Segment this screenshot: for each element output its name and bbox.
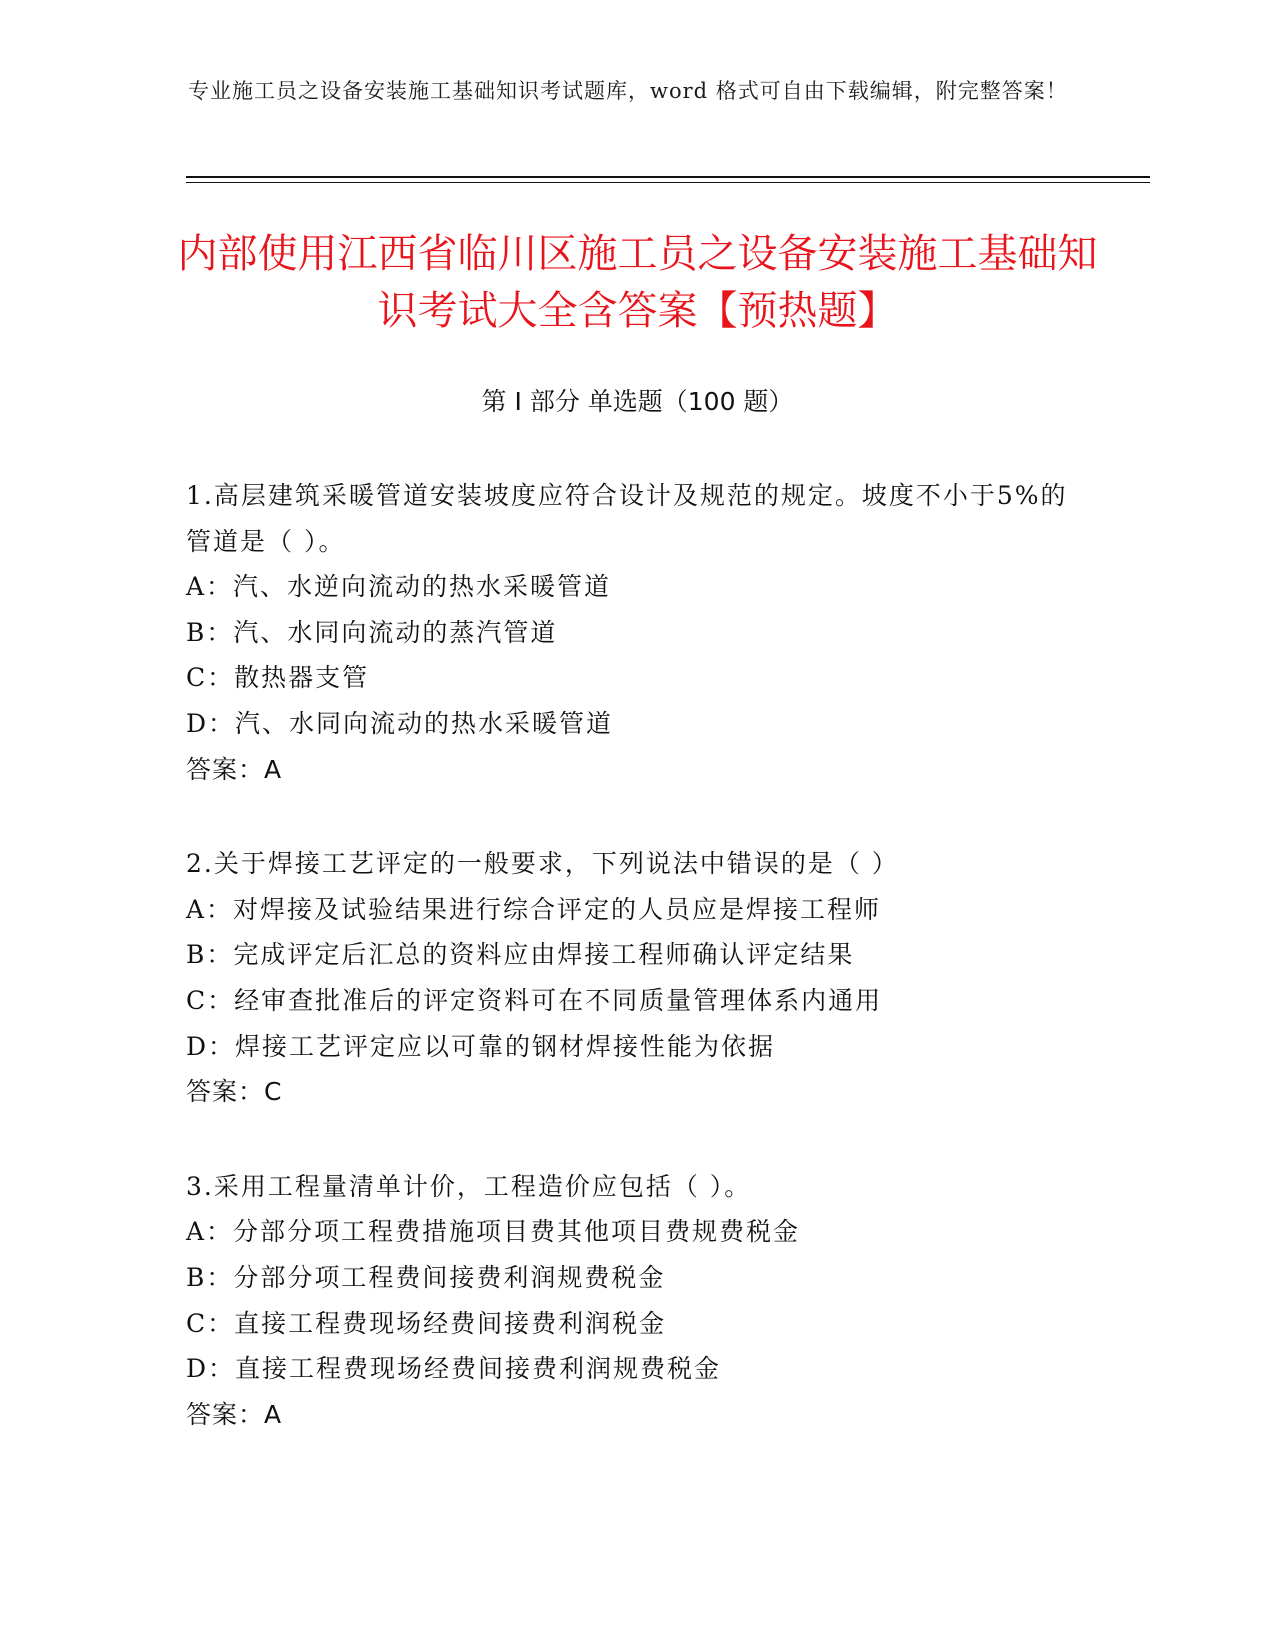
option-b: B：完成评定后汇总的资料应由焊接工程师确认评定结果 bbox=[186, 940, 855, 970]
question-item bbox=[186, 473, 1086, 792]
option-c: C：散热器支管 bbox=[186, 663, 370, 693]
option-c: C：经审查批准后的评定资料可在不同质量管理体系内通用 bbox=[186, 985, 883, 1015]
header-note: 专业施工员之设备安装施工基础知识考试题库，word 格式可自由下载编辑，附完整答案！ bbox=[188, 79, 1068, 103]
question-list bbox=[186, 473, 1086, 1486]
option-a: A：汽、水逆向流动的热水采暖管道 bbox=[186, 572, 612, 602]
option-d: D：汽、水同向流动的热水采暖管道 bbox=[186, 708, 614, 738]
option-c: C：直接工程费现场经费间接费利润税金 bbox=[186, 1308, 667, 1338]
answer-line: 答案：C bbox=[186, 1077, 283, 1107]
header-divider-thin bbox=[186, 182, 1150, 183]
option-b: B：汽、水同向流动的蒸汽管道 bbox=[186, 617, 558, 647]
question-stem: 1.高层建筑采暖管道安装坡度应符合设计及规范的规定。坡度不小于5%的管道是（ ）。 bbox=[186, 481, 1068, 556]
question-item bbox=[186, 841, 1086, 1115]
section-title: 第 I 部分 单选题（100 题） bbox=[481, 387, 794, 416]
option-a: A：分部分项工程费措施项目费其他项目费规费税金 bbox=[186, 1217, 801, 1247]
option-a: A：对焊接及试验结果进行综合评定的人员应是焊接工程师 bbox=[186, 894, 882, 924]
answer-line: 答案：A bbox=[186, 754, 283, 784]
question-stem: 2.关于焊接工艺评定的一般要求，下列说法中错误的是（ ） bbox=[186, 849, 899, 879]
option-d: D：直接工程费现场经费间接费利润规费税金 bbox=[186, 1354, 722, 1384]
option-b: B：分部分项工程费间接费利润规费税金 bbox=[186, 1262, 666, 1292]
document-title: 内部使用江西省临川区施工员之设备安装施工基础知识考试大全含答案【预热题】 bbox=[177, 231, 1098, 334]
option-d: D：焊接工艺评定应以可靠的钢材焊接性能为依据 bbox=[186, 1031, 776, 1061]
answer-line: 答案：A bbox=[186, 1399, 283, 1429]
question-item bbox=[186, 1164, 1086, 1438]
question-stem: 3.采用工程量清单计价，工程造价应包括（ ）。 bbox=[186, 1171, 752, 1201]
header-divider-thick bbox=[186, 176, 1150, 178]
